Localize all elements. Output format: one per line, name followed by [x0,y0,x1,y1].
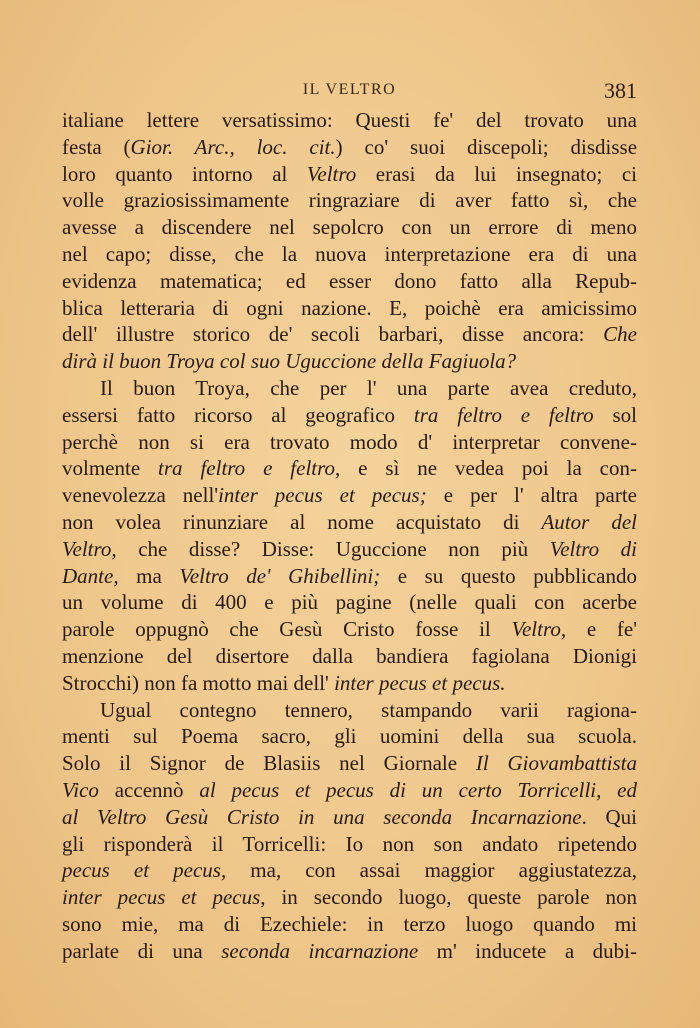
text-run: venevolezza nell' [62,483,219,508]
text-run: erasi da lui insegnato; ci [356,161,637,186]
text-run: festa ( [62,134,131,159]
text-run: accennò [98,777,200,802]
text-line [62,723,637,750]
text-line [62,563,637,590]
italic-text: Veltro di [549,536,637,561]
italic-text: tra feltro e feltro [158,456,336,481]
text-run: , e sì ne vedea poi la con- [335,456,637,481]
text-line [62,107,637,134]
italic-text: tra feltro e feltro [413,402,594,427]
text-line [62,509,637,536]
text-run: , in secondo luogo, queste parole non [260,885,637,910]
text-line [62,295,637,322]
text-line [62,670,637,697]
text-run: italiane lettere versatissimo: Questi fe' del trovato una [62,108,637,132]
italic-text: Dante, [62,563,119,588]
text-line [62,616,637,643]
text-run: evidenza matematica; ed esser dono fatto alla Repub- [62,268,637,293]
italic-text: Veltro, [62,536,117,561]
italic-text: Che [603,322,637,347]
text-run: Il buon Troya, che per l' una parte avea creduto, [100,375,637,400]
text-run: volle graziosissimamente ringraziare di aver fatto sì, che [62,188,637,213]
text-run: ma [118,563,180,588]
text-run: parole oppugnò che Gesù Cristo fosse il [62,617,512,642]
text-line [62,268,637,295]
text-run: avesse a discendere nel sepolcro con un errore di meno [62,215,637,240]
italic-text: seconda incarnazione [221,938,419,963]
text-run: perchè non si era trovato modo d' interpretar convene- [62,429,637,454]
text-line [62,911,637,938]
page-number: 381 [604,78,637,103]
text-run: sono mie, ma di Ezechiele: in terzo luogo quando mi [62,911,637,936]
text-line [62,857,637,884]
text-run: ma, con assai maggior aggiustatezza, [226,858,637,883]
text-run: sol [593,402,637,427]
text-line [62,697,637,724]
text-run: Solo il Signor de Blasiis nel Giornale [62,751,476,776]
italic-text: inter pecus et pecus; [218,483,427,508]
text-run: . Qui [581,804,638,829]
italic-text: al pecus et pecus di un certo Torricelli, ed [199,777,637,802]
text-line [62,536,637,563]
text-run: volmente [62,456,159,481]
italic-text: Autor del [541,509,637,534]
text-line [62,187,637,214]
italic-text: Il Giovambattista [475,751,637,776]
text-line [62,884,637,911]
body-text [62,107,637,965]
text-line [62,214,637,241]
text-run: ) co' suoi discepoli; disdisse [335,134,638,159]
text-run: Strocchi) non fa motto mai dell' [62,670,335,695]
italic-text: Gior. Arc., loc. cit. [130,134,336,159]
text-line [62,241,637,268]
italic-text: Veltro, [511,617,567,642]
italic-text: al Veltro Gesù Cristo in una seconda Incarnazione [62,804,582,829]
text-line [62,777,637,804]
text-line [62,750,637,777]
text-run: gli risponderà il Torricelli: Io non son andato ripetendo [62,831,637,856]
text-run: parlate di una [62,938,222,963]
italic-text: pecus et pecus, [62,858,227,883]
text-line [62,321,637,348]
text-line [62,161,637,188]
text-line [62,348,637,375]
text-run: che disse? Disse: Uguccione non più [116,536,550,561]
text-run: essersi fatto ricorso al geografico [62,402,414,427]
text-line [62,831,637,858]
text-line [62,429,637,456]
text-run: dell' illustre storico de' secoli barbari, disse ancora: [62,322,604,347]
text-line [62,134,637,161]
text-run: nel capo; disse, che la nuova interpretazione era di una [62,241,637,266]
text-run: un volume di 400 e più pagine (nelle quali con acerbe [62,590,637,615]
italic-text: dirà il buon Troya col suo Uguccione della Fagiuola? [62,349,517,374]
text-line [62,643,637,670]
text-run: e per l' altra parte [426,483,637,508]
running-title: IL VELTRO [302,81,397,98]
italic-text: Vico [62,777,99,802]
text-line [62,482,637,509]
text-line [62,402,637,429]
text-run: m' inducete a dubi- [418,938,637,963]
text-line [62,455,637,482]
text-line [62,375,637,402]
italic-text: Veltro de' Ghibellini; [179,563,381,588]
italic-text: inter pecus et pecus. [334,670,506,695]
text-run: non volea rinunziare al nome acquistato di [62,509,542,534]
text-run: menzione del disertore dalla bandiera fagiolana Dionigi [62,643,637,668]
text-run: menti sul Poema sacro, gli uomini della sua scuola. [62,724,637,749]
text-run: blica letteraria di ogni nazione. E, poichè era amicissimo [62,295,637,320]
italic-text: inter pecus et pecus [62,885,261,910]
text-line [62,589,637,616]
text-run: e fe' [566,617,637,642]
text-run: loro quanto intorno al [62,161,307,186]
page-header [62,78,637,102]
text-run: Ugual contegno tennero, stampando varii ragiona- [100,697,637,722]
text-line [62,938,637,965]
text-line [62,804,637,831]
italic-text: Veltro [306,161,357,186]
text-run: e su questo pubblicando [380,563,637,588]
